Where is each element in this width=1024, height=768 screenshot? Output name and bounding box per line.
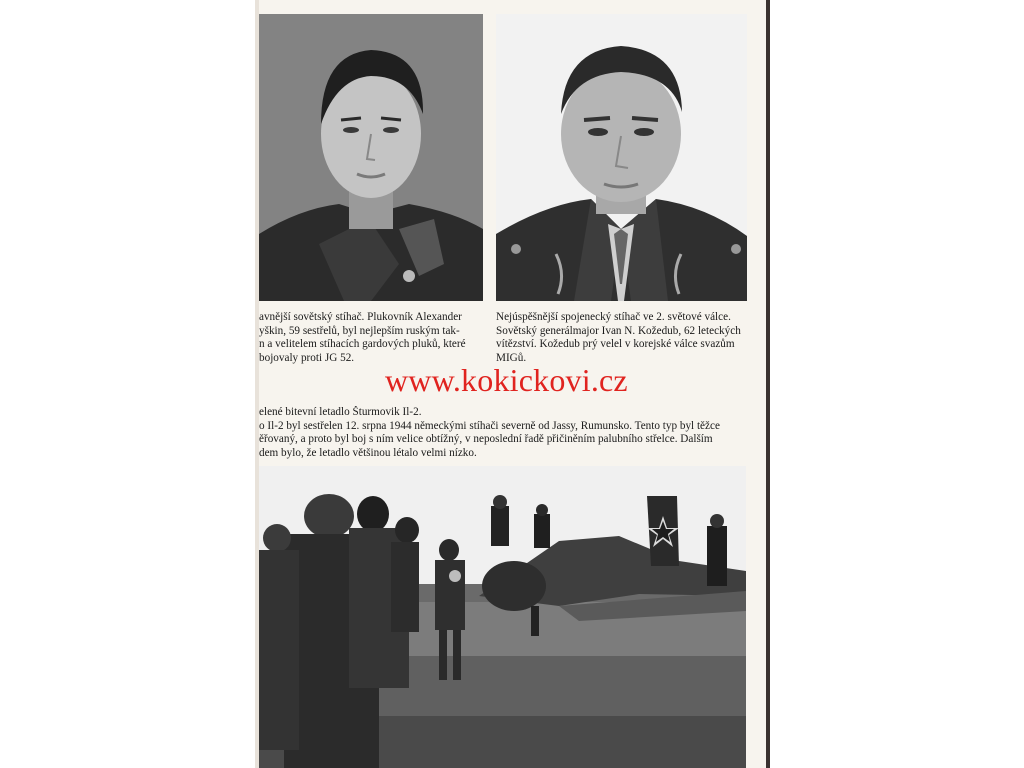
caption-line: Sovětský generálmajor Ivan N. Kožedub, 62 leteckých <box>496 324 741 337</box>
caption-line: MIGů. <box>496 351 527 364</box>
portrait-photo-pokryshkin <box>259 14 483 301</box>
caption-line: bojovaly proti JG 52. <box>259 351 355 364</box>
caption-line: yškin, 59 sestřelů, byl nejlepším ruským tak- <box>259 324 460 337</box>
caption-line: avnější sovětský stíhač. Plukovník Alexander <box>259 311 462 323</box>
page-right-edge <box>766 0 770 768</box>
caption-line: o Il-2 byl sestřelen 12. srpna 1944 německými stíhači severně od Jassy, Rumunsko. Tento typ byl těžce <box>259 419 720 432</box>
caption-line: vítězství. Kožedub prý velel v korejské válce svazům <box>496 338 735 351</box>
watermark-text: www.kokickovi.cz <box>385 362 628 398</box>
caption-line: n a velitelem stíhacích gardových pluků, které <box>259 338 466 351</box>
airfield-photo-sturmovik <box>259 466 746 768</box>
caption-line: elené bitevní letadlo Šturmovik Il-2. <box>259 406 422 418</box>
caption-bottom-photo <box>259 406 759 460</box>
caption-line: ěřovaný, a proto byl boj s ním velice obtížný, v neposlední řadě přičiněním palubního střelce. Dalším <box>259 433 713 446</box>
portrait-photo-kozhedub <box>496 14 747 301</box>
caption-left-portrait <box>259 311 483 365</box>
caption-right-portrait <box>496 311 746 365</box>
caption-line: dem bylo, že letadlo většinou létalo velmi nízko. <box>259 446 477 459</box>
book-page <box>259 0 766 768</box>
caption-line: Nejúspěšnější spojenecký stíhač ve 2. světové válce. <box>496 311 731 323</box>
